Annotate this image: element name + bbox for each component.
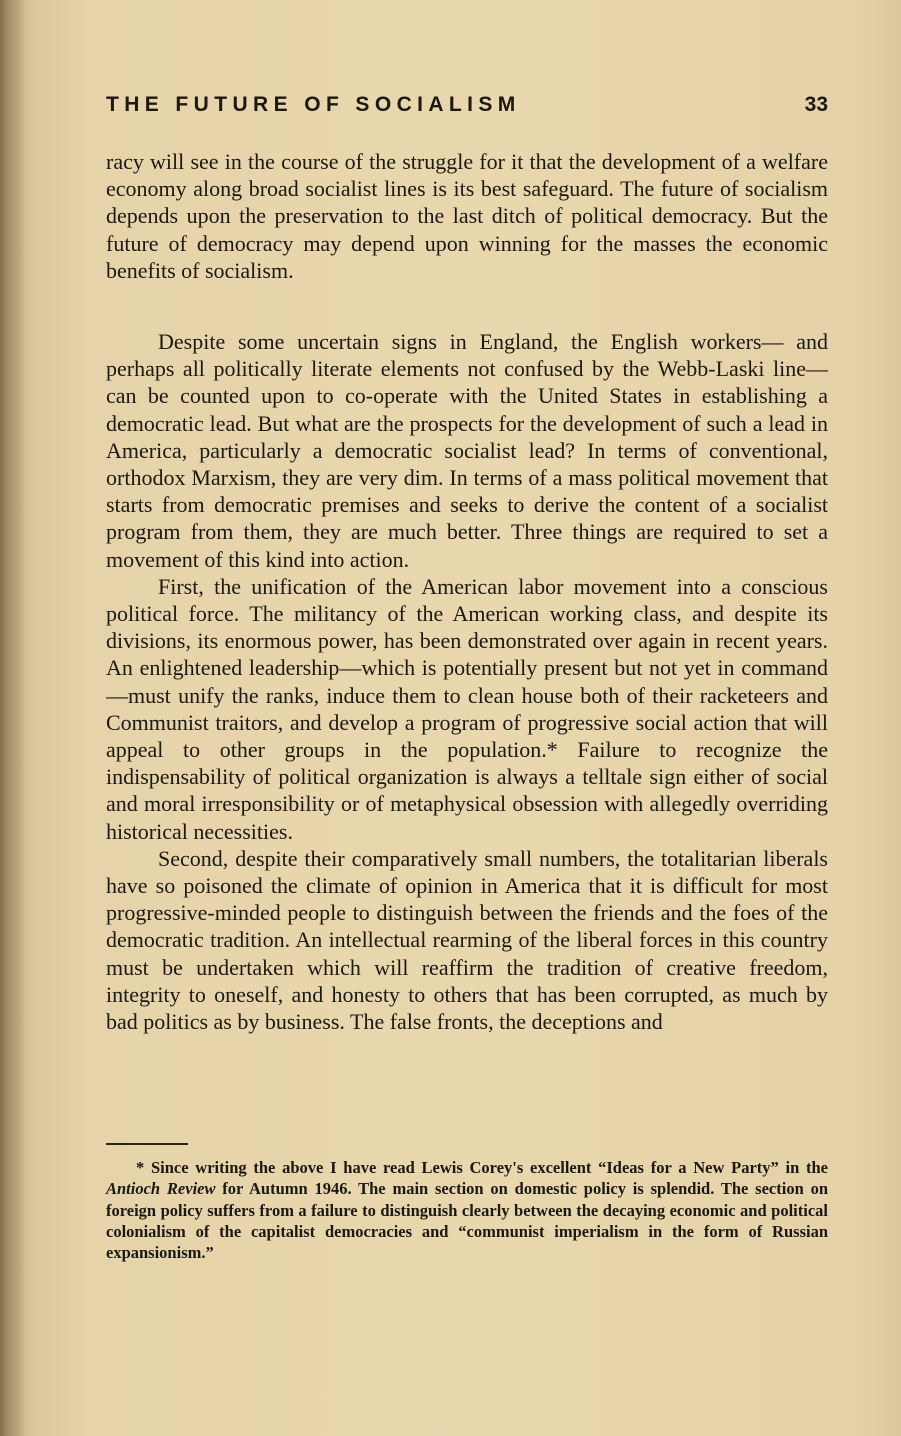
footnote [106, 1157, 828, 1263]
page-number: 33 [804, 93, 828, 116]
section-break [106, 284, 828, 328]
footnote-text-before: * Since writing the above I have read Lewis Corey's excellent “Ideas for a New Party” in the [136, 1158, 828, 1177]
paragraph: Second, despite their comparatively small numbers, the totalitarian liberals have so poisoned the climate of opinion in America that it is difficult for most progressive-minded people to distinguish between the friends and the foes of the democratic tradition. An intellectual rearming of the liberal forces in this country must be undertaken which will reaffirm the tradition of creative freedom, integrity to oneself, and honesty to others that has been corrupted, as much by bad politics as by business. The false fronts, the deceptions and [106, 845, 828, 1035]
footnote-rule [106, 1143, 188, 1145]
footnote-text-after: for Autumn 1946. The main section on domestic policy is splendid. The section on foreign policy suffers from a failure to distinguish clearly between the decaying economic and political colonialism of the capitalist democracies and “communist imperialism in the form of Russian expansionism.” [106, 1179, 828, 1263]
paragraph: Despite some uncertain signs in England, the English workers— and perhaps all politically literate elements not confused by the Webb-Laski line—can be counted upon to co-operate with the United States in establishing a democratic lead. But what are the prospects for the development of such a lead in America, particularly a democratic socialist lead? In terms of conventional, orthodox Marxism, they are very dim. In terms of a mass political movement that starts from democratic premises and seeks to derive the content of a socialist program from them, they are much better. Three things are required to set a movement of this kind into action. [106, 329, 828, 572]
footnote-journal-title: Antioch Review [106, 1179, 216, 1199]
page-gutter-shadow [0, 0, 26, 1436]
paragraph: First, the unification of the American labor movement into a conscious political force. The militancy of the American working class, and despite its divisions, its enormous power, has been demonstrated over again in recent years. An enlightened leadership—which is potentially present but not yet in command—must unify the ranks, induce them to clean house both of their racketeers and Communist traitors, and develop a program of progressive social action that will appeal to other groups in the population.* Failure to recognize the indispensability of political organization is always a telltale sign either of social and moral irresponsibility or of metaphysical obsession with allegedly overriding historical necessities. [106, 573, 828, 844]
body-text [106, 148, 828, 1035]
paragraph-continued: racy will see in the course of the struggle for it that the development of a welfare economy along broad socialist lines is its best safeguard. The future of socialism depends upon the preservation to the last ditch of political democracy. But the future of democracy may depend upon winning for the masses the economic benefits of socialism. [106, 149, 828, 283]
running-head: THE FUTURE OF SOCIALISM [106, 93, 521, 116]
page-header [106, 90, 828, 122]
